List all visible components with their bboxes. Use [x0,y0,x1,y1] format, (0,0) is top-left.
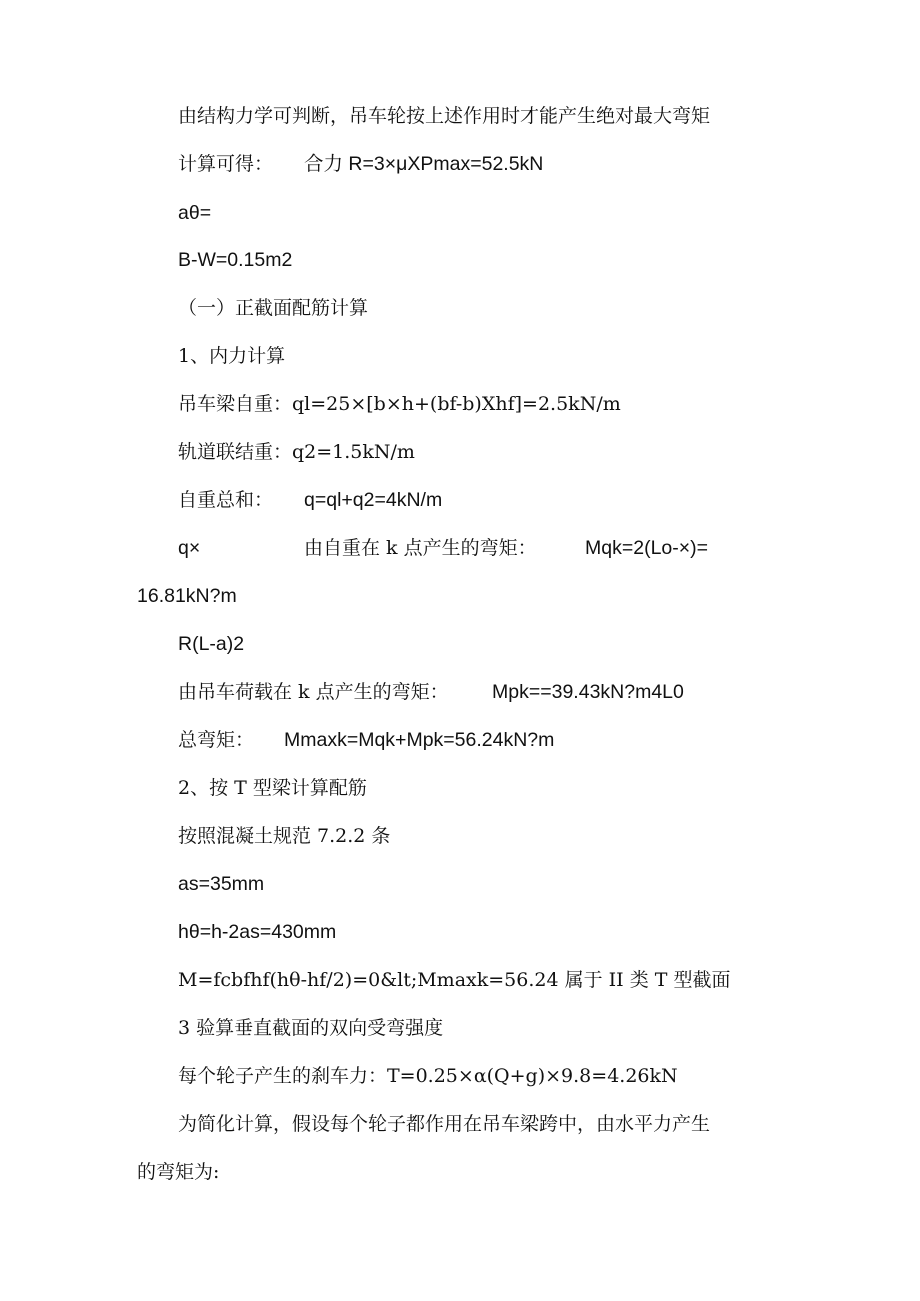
text-line-9-formula: q=ql+q2=4kN/m [304,489,443,511]
text-line-3: aθ= [178,202,212,224]
subsection-heading-3: 3 验算垂直截面的双向受弯强度 [178,1017,444,1039]
text-line-4: B-W=0.15m2 [178,249,293,271]
text-line-17: as=35mm [178,873,265,895]
text-line-12: R(L-a)2 [178,633,245,655]
text-line-14-label: 总弯矩： [178,729,255,751]
text-line-13-label: 由吊车荷载在 k 点产生的弯矩： [178,681,449,703]
text-line-23: 的弯矩为: [137,1161,220,1183]
text-line-14-formula: Mmaxk=Mqk+Mpk=56.24kN?m [284,729,555,751]
subsection-heading-1: 1、内力计算 [178,345,286,367]
text-line-22: 为简化计算，假设每个轮子都作用在吊车梁跨中，由水平力产生 [178,1113,711,1135]
text-line-7: 吊车梁自重：ql=25×[b×h+(bf-b)Xhf]=2.5kN/m [178,393,621,415]
text-line-18: hθ=h-2as=430mm [178,921,337,943]
text-line-21: 每个轮子产生的刹车力：T=0.25×α(Q+g)×9.8=4.26kN [178,1065,678,1087]
section-heading-1: （一）正截面配筋计算 [178,297,369,319]
text-line-2-formula: 合力 R=3×μXPmax=52.5kN [304,153,544,175]
text-line-10-b: 由自重在 k 点产生的弯矩： [304,537,537,559]
text-line-19: M=fcbfhf(hθ-hf∕2)=0&lt;Mmaxk=56.24 属于 II 类 T 型截面 [178,969,731,991]
text-line-13-formula: Mpk==39.43kN?m4L0 [492,681,684,703]
text-line-1: 由结构力学可判断，吊车轮按上述作用时才能产生绝对最大弯矩 [178,105,711,127]
text-line-2-label: 计算可得： [178,153,274,175]
text-line-9-label: 自重总和： [178,489,274,511]
text-line-10-c: Mqk=2(Lo-×)= [585,537,709,559]
text-line-8: 轨道联结重：q2=1.5kN/m [178,441,415,463]
text-line-16: 按照混凝土规范 7.2.2 条 [178,825,391,847]
text-line-11: 16.81kN?m [137,585,237,607]
text-line-10-a: q× [178,537,201,559]
subsection-heading-2: 2、按 T 型梁计算配筋 [178,777,367,799]
